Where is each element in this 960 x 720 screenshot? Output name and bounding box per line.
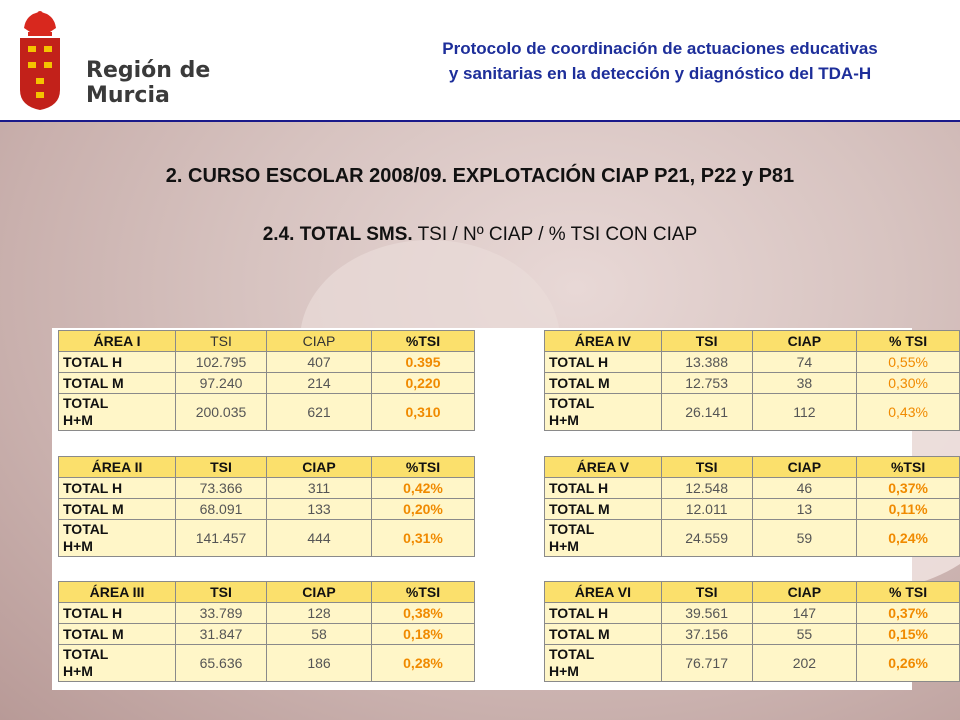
column-header: %TSI [372,457,475,478]
column-header: CIAP [267,457,372,478]
region-logo [10,6,260,114]
table-row [545,394,960,431]
row-label: TOTAL H [59,478,176,499]
row-label: TOTAL H+M [545,394,662,431]
column-header: %TSI [372,331,475,352]
tsi-value: 12.011 [661,499,752,520]
tsi-value: 141.457 [176,520,267,557]
pct-value: 0,55% [857,352,960,373]
row-label: TOTAL H [545,478,662,499]
table-header-row [59,582,475,603]
pct-value: 0,38% [372,603,475,624]
row-label: TOTAL H [59,603,176,624]
ciap-value: 133 [267,499,372,520]
table-row [59,645,475,682]
pct-value: 0,220 [372,373,475,394]
area-name: ÁREA II [59,457,176,478]
tsi-value: 12.548 [661,478,752,499]
pct-value: 0,26% [857,645,960,682]
row-label: TOTAL M [59,373,176,394]
area-table-3 [58,456,475,557]
tsi-value: 37.156 [661,624,752,645]
tsi-value: 73.366 [176,478,267,499]
crown-shield-icon [10,6,70,114]
table-row [545,499,960,520]
ciap-value: 147 [752,603,857,624]
ciap-value: 444 [267,520,372,557]
column-header: %TSI [857,457,960,478]
ciap-value: 74 [752,352,857,373]
table-row [59,352,475,373]
column-header: TSI [176,457,267,478]
table-row [545,478,960,499]
column-header: % TSI [857,331,960,352]
area-name: ÁREA IV [545,331,662,352]
pct-value: 0,43% [857,394,960,431]
table-header-row [59,457,475,478]
row-label: TOTAL M [545,373,662,394]
column-header: TSI [661,457,752,478]
row-label: TOTAL H+M [545,520,662,557]
table-row [59,499,475,520]
logo-text: Región de Murcia [86,58,211,108]
pct-value: 0.395 [372,352,475,373]
ciap-value: 202 [752,645,857,682]
tsi-value: 68.091 [176,499,267,520]
table-row [59,603,475,624]
row-label: TOTAL M [545,624,662,645]
area-table-4 [544,456,960,557]
area-table-1 [58,330,475,431]
tsi-value: 33.789 [176,603,267,624]
pct-value: 0,24% [857,520,960,557]
ciap-value: 55 [752,624,857,645]
subtitle-bold: 2.4. TOTAL SMS. [262,224,413,245]
table-header-row [545,331,960,352]
table-header-row [545,457,960,478]
pct-value: 0,18% [372,624,475,645]
table-row [545,373,960,394]
tsi-value: 97.240 [176,373,267,394]
page-subtitle [0,224,960,246]
ciap-value: 38 [752,373,857,394]
area-table-2 [544,330,960,431]
ciap-value: 58 [267,624,372,645]
page-title: 2. CURSO ESCOLAR 2008/09. EXPLOTACIÓN CIAP P21, P22 y P81 [165,165,795,187]
tsi-value: 13.388 [661,352,752,373]
tsi-value: 102.795 [176,352,267,373]
table-row [545,624,960,645]
tsi-value: 65.636 [176,645,267,682]
header-bar [0,0,960,122]
ciap-value: 186 [267,645,372,682]
pct-value: 0,310 [372,394,475,431]
header-title-line1: Protocolo de coordinación de actuaciones educativas [442,39,878,58]
column-header: TSI [661,582,752,603]
area-name: ÁREA V [545,457,662,478]
table-row [545,645,960,682]
row-label: TOTAL M [545,499,662,520]
column-header: TSI [176,582,267,603]
row-label: TOTAL H+M [59,520,176,557]
ciap-value: 128 [267,603,372,624]
tsi-value: 26.141 [661,394,752,431]
tsi-value: 39.561 [661,603,752,624]
column-header: % TSI [857,582,960,603]
column-header: CIAP [752,457,857,478]
pct-value: 0,20% [372,499,475,520]
table-row [59,373,475,394]
ciap-value: 112 [752,394,857,431]
tsi-value: 76.717 [661,645,752,682]
area-table-5 [58,581,475,682]
header-title-line2: y sanitarias en la detección y diagnóstico del TDA-H [448,64,872,83]
ciap-value: 621 [267,394,372,431]
ciap-value: 59 [752,520,857,557]
row-label: TOTAL H [545,352,662,373]
ciap-value: 407 [267,352,372,373]
pct-value: 0,42% [372,478,475,499]
area-name: ÁREA VI [545,582,662,603]
table-row [59,394,475,431]
header-title [360,36,960,86]
pct-value: 0,30% [857,373,960,394]
column-header: TSI [176,331,267,352]
table-row [59,478,475,499]
table-row [545,352,960,373]
column-header: CIAP [752,331,857,352]
pct-value: 0,37% [857,478,960,499]
row-label: TOTAL H+M [59,394,176,431]
tsi-value: 24.559 [661,520,752,557]
pct-value: 0,31% [372,520,475,557]
column-header: CIAP [752,582,857,603]
ciap-value: 214 [267,373,372,394]
row-label: TOTAL H+M [59,645,176,682]
pct-value: 0,11% [857,499,960,520]
pct-value: 0,28% [372,645,475,682]
ciap-value: 13 [752,499,857,520]
table-row [545,603,960,624]
table-row [545,520,960,557]
subtitle-rest: TSI / Nº CIAP / % TSI CON CIAP [412,224,698,245]
ciap-value: 46 [752,478,857,499]
row-label: TOTAL H [545,603,662,624]
table-header-row [59,331,475,352]
tsi-value: 31.847 [176,624,267,645]
area-table-6 [544,581,960,682]
table-row [59,624,475,645]
column-header: CIAP [267,331,372,352]
column-header: TSI [661,331,752,352]
table-row [59,520,475,557]
tsi-value: 12.753 [661,373,752,394]
ciap-value: 311 [267,478,372,499]
pct-value: 0,15% [857,624,960,645]
row-label: TOTAL H+M [545,645,662,682]
pct-value: 0,37% [857,603,960,624]
tsi-value: 200.035 [176,394,267,431]
row-label: TOTAL M [59,624,176,645]
area-name: ÁREA III [59,582,176,603]
row-label: TOTAL M [59,499,176,520]
column-header: %TSI [372,582,475,603]
area-name: ÁREA I [59,331,176,352]
row-label: TOTAL H [59,352,176,373]
table-header-row [545,582,960,603]
column-header: CIAP [267,582,372,603]
